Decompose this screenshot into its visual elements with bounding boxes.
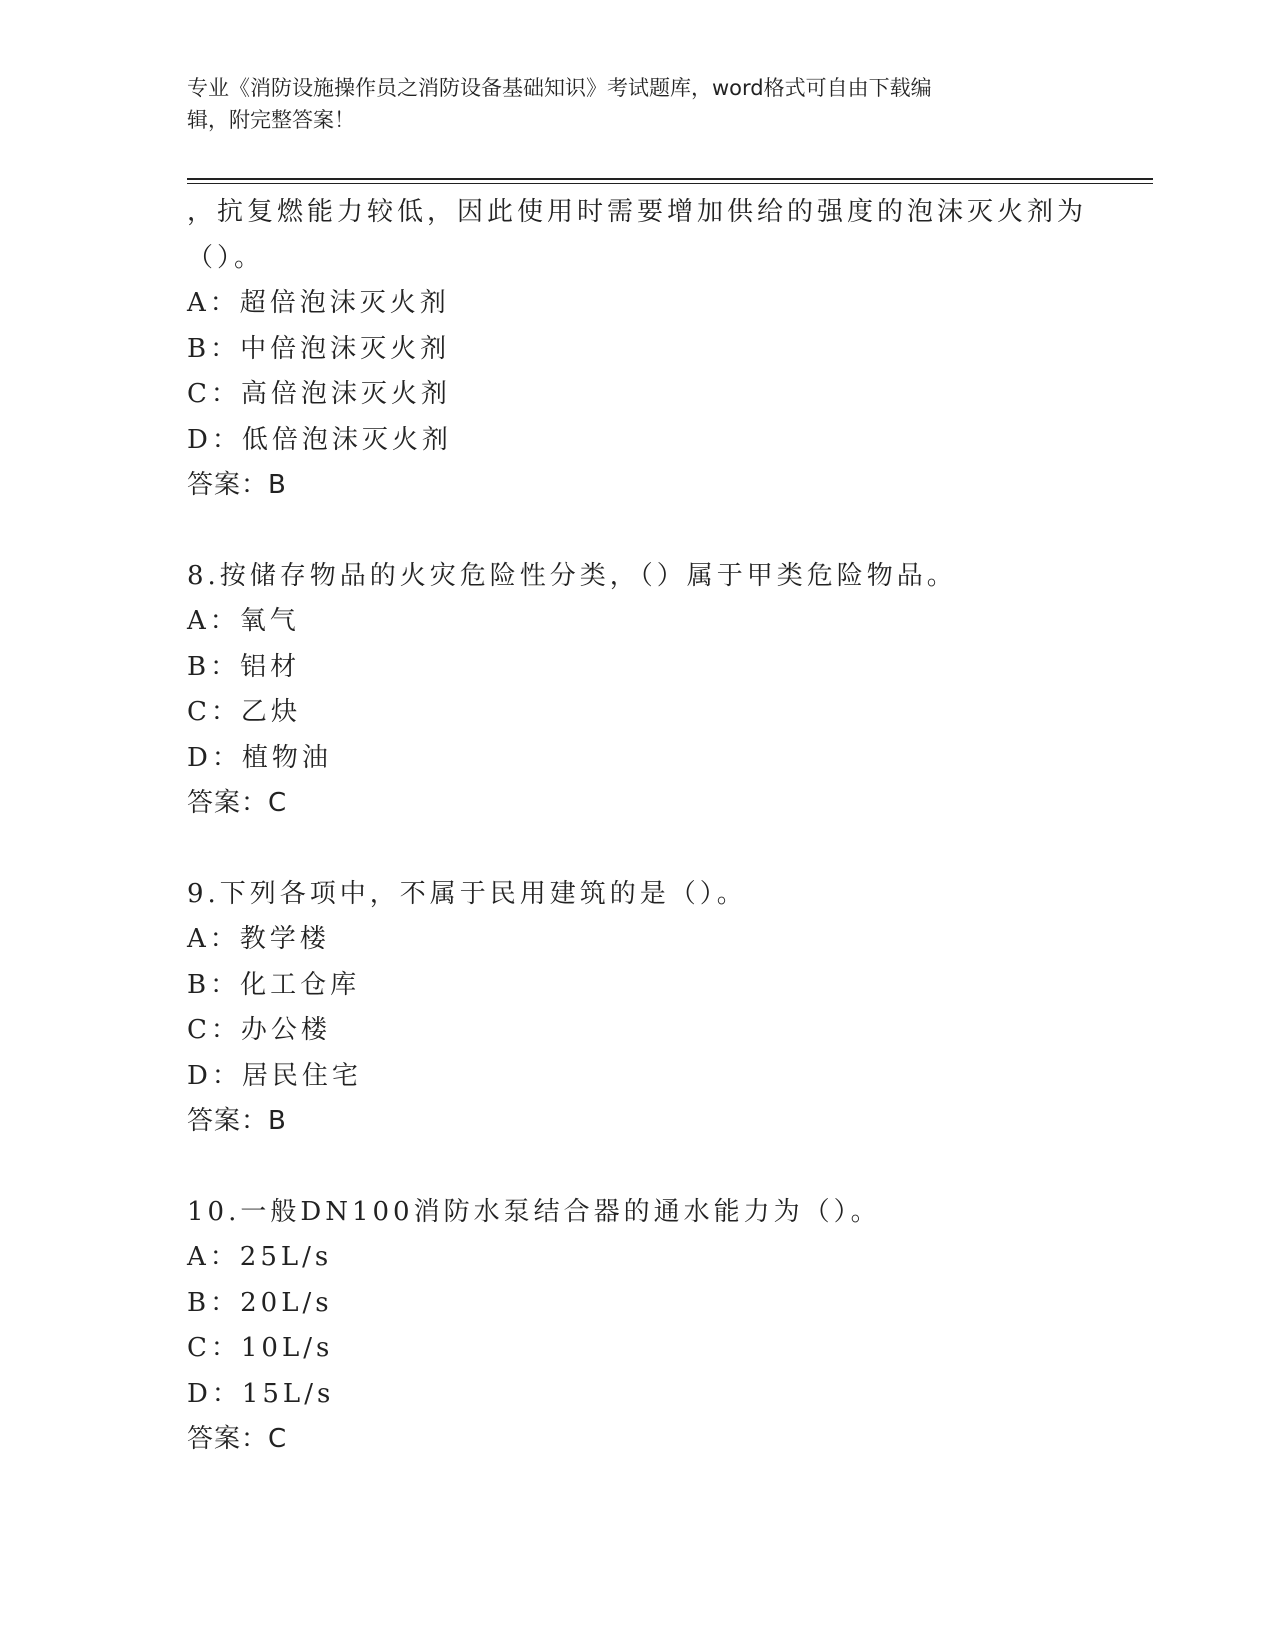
option-b: B：化工仓库	[187, 969, 361, 1000]
option-a: A：超倍泡沫灭火剂	[187, 288, 450, 318]
option-c: C：高倍泡沫灭火剂	[187, 379, 451, 409]
header-line-1: 专业《消防设施操作员之消防设备基础知识》考试题库，word格式可自由下载编	[187, 76, 932, 100]
header-divider	[187, 178, 1153, 180]
question-stem: 9.下列各项中，不属于民用建筑的是（）。	[187, 878, 747, 909]
header-line-2: 辑，附完整答案！	[187, 108, 355, 132]
option-b: B：中倍泡沫灭火剂	[187, 333, 451, 364]
option-d: D：植物油	[187, 742, 332, 773]
option-a: A：教学楼	[187, 924, 330, 954]
answer: 答案：B	[187, 1106, 287, 1136]
option-c: C：乙炔	[187, 697, 301, 727]
answer: 答案：B	[187, 470, 287, 500]
question-stem: 10.一般DN100消防水泵结合器的通水能力为（）。	[187, 1196, 881, 1227]
header-divider-thin	[187, 183, 1153, 184]
question-list	[187, 190, 1153, 1463]
option-a: A：氧气	[187, 606, 300, 636]
option-c: C：办公楼	[187, 1015, 331, 1045]
question-8	[187, 554, 1153, 827]
page-header	[187, 72, 1087, 136]
answer: 答案：C	[187, 1424, 288, 1454]
option-a: A：25L/s	[187, 1242, 333, 1272]
question-stem: 8.按储存物品的火灾危险性分类，（）属于甲类危险物品。	[187, 560, 957, 591]
question-10	[187, 1190, 1153, 1463]
option-d: D：低倍泡沫灭火剂	[187, 424, 452, 455]
question-stem-continued: （）。	[187, 242, 265, 273]
option-d: D：15L/s	[187, 1378, 335, 1409]
answer: 答案：C	[187, 788, 288, 818]
option-c: C：10L/s	[187, 1333, 334, 1363]
option-d: D：居民住宅	[187, 1060, 362, 1091]
option-b: B：20L/s	[187, 1287, 333, 1318]
question-9	[187, 872, 1153, 1145]
option-b: B：铝材	[187, 651, 301, 682]
question-7	[187, 190, 1153, 509]
question-stem: ，抗复燃能力较低，因此使用时需要增加供给的强度的泡沫灭火剂为	[187, 197, 1088, 227]
